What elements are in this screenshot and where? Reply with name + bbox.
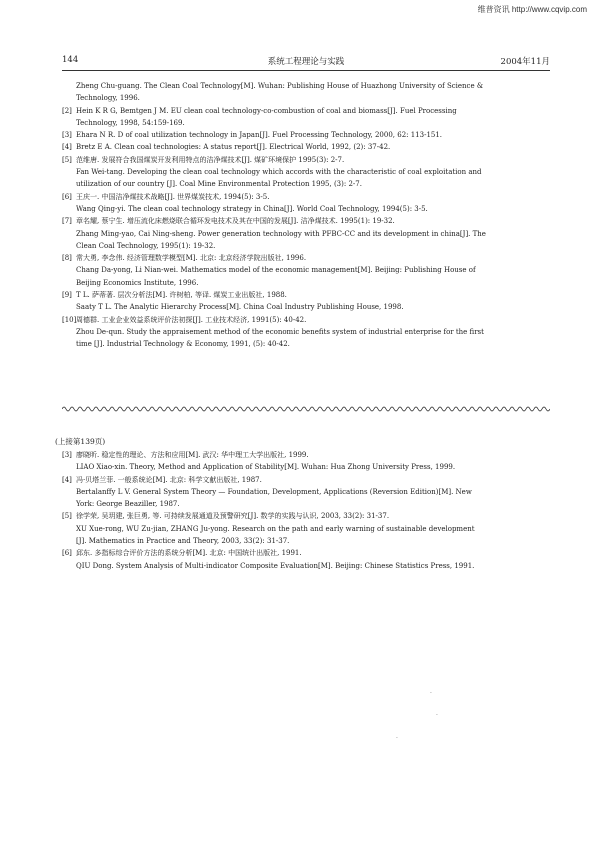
reference-line: 常大勇, 李念伟. 经济管理数学模型[M]. 北京: 北京经济学院出版社, 1996. (76, 254, 307, 263)
reference-item (62, 449, 550, 474)
page-header (62, 55, 550, 67)
reference-line: utilization of our country [J]. Coal Mine Environmental Protection 1995, (3): 2-7. (76, 180, 362, 189)
reference-line: Zhou De-qun. Study the appraisement method of the economic benefits system of industrial enterprise for the first (76, 327, 484, 336)
reference-number: [5] (62, 155, 72, 164)
reference-number: [3] (62, 131, 72, 140)
reference-line: [J]. Mathematics in Practice and Theory, 2003, 33(2): 31-37. (76, 537, 290, 546)
reference-line: Chang Da-yong, Li Nian-wei. Mathematics model of the economic management[M]. Beijing: Publishing House of (76, 266, 476, 275)
reference-number: [10] (62, 315, 77, 324)
continued-note: (上接第139页) (55, 437, 106, 446)
reference-line: Zheng Chu-guang. The Clean Coal Technology[M]. Wuhan: Publishing House of Huazhong University of Science & (76, 82, 484, 90)
reference-line: Technology, 1996. (76, 94, 140, 103)
reference-number: [2] (62, 106, 72, 115)
reference-line: 周德群. 工业企业效益系统评价法初探[J]. 工业技术经济, 1991(5): 40-42. (76, 315, 307, 324)
scan-speck: · (430, 690, 432, 697)
reference-line: 廖晓昕. 稳定性的理论、方法和应用[M]. 武汉: 华中理工大学出版社, 1999. (76, 451, 309, 459)
reference-item (62, 547, 550, 572)
reference-line: Zhang Ming-yao, Cai Ning-sheng. Power generation technology with PFBC-CC and its development in china[J]. The (76, 229, 486, 238)
reference-line: 范维唐. 发展符合我国煤炭开发利用特点的洁净煤技术[J]. 煤矿环境保护 1995(3): 2-7. (76, 155, 345, 164)
reference-line: Bertalanffy L V. General System Theory — Foundation, Development, Applications (Reversion Edition)[M]. New (76, 487, 472, 496)
section-divider (62, 404, 550, 414)
reference-item (62, 474, 550, 511)
reference-number: [4] (62, 143, 72, 152)
page-number: 144 (62, 55, 79, 65)
reference-line: Technology, 1998, 54:159-169. (76, 118, 185, 127)
reference-line: Clean Coal Technology, 1995(1): 19-32. (76, 241, 216, 250)
watermark: 维普资讯 http://www.cqvip.com (477, 5, 587, 14)
scan-speck: · (436, 712, 438, 719)
reference-line: Bretz E A. Clean coal technologies: A status report[J]. Electrical World, 1992, (2): 37-42. (76, 143, 391, 152)
reference-number: [4] (62, 475, 72, 484)
reference-item (62, 80, 550, 105)
scan-speck: · (396, 735, 398, 742)
reference-list-top (62, 80, 550, 351)
reference-line: 冯·贝塔兰菲. 一般系统论[M]. 北京: 科学文献出版社, 1987. (76, 475, 262, 484)
reference-line: Hein K R G, Bemtgen J M. EU clean coal technology-co-combustion of coal and biomass[J]. Fuel Processing (76, 106, 457, 115)
reference-line: time [J]. Industrial Technology & Economy, 1991, (5): 40-42. (76, 340, 290, 349)
reference-line: 章名耀, 蔡宁生. 增压流化床燃烧联合循环发电技术及其在中国的发展[J]. 洁净煤技术. 1995(1): 19-32. (76, 217, 395, 226)
reference-item (62, 154, 550, 191)
reference-number: [5] (62, 512, 72, 521)
reference-line: 王庆一. 中国洁净煤技术战略[J]. 世界煤炭技术, 1994(5): 3-5. (76, 192, 270, 201)
reference-line: 邱东. 多指标综合评价方法的系统分析[M]. 北京: 中国统计出版社, 1991. (76, 549, 302, 558)
reference-item (62, 215, 550, 252)
reference-item (62, 289, 550, 314)
header-rule (62, 70, 550, 71)
reference-line: Saaty T L. The Analytic Hierarchy Process[M]. China Coal Industry Publishing House, 1998. (76, 303, 404, 312)
reference-line: Wang Qing-yi. The clean coal technology strategy in China[J]. World Coal Technology, 1994(5): 3-5. (76, 204, 428, 213)
reference-line: Ehara N R. D of coal utilization technology in Japan[J]. Fuel Processing Technology, 2000, 62: 113-151. (76, 131, 443, 140)
reference-item (62, 129, 550, 141)
issue-date: 2004年11月 (500, 57, 550, 67)
reference-line: LIAO Xiao-xin. Theory, Method and Application of Stability[M]. Wuhan: Hua Zhong University Press, 1999. (76, 463, 456, 472)
journal-title: 系统工程理论与实践 (267, 57, 345, 67)
reference-number: [7] (62, 217, 72, 226)
reference-number: [9] (62, 291, 72, 300)
reference-item (62, 510, 550, 547)
reference-item (62, 141, 550, 153)
reference-list-bottom (62, 449, 550, 572)
reference-number: [3] (62, 451, 72, 459)
reference-number: [6] (62, 192, 72, 201)
reference-line: Fan Wei-tang. Developing the clean coal technology which accords with the characteristic of coal exploitation and (76, 168, 482, 177)
reference-item (62, 314, 550, 351)
reference-line: QIU Dong. System Analysis of Multi-indicator Composite Evaluation[M]. Beijing: Chinese Statistics Press, 1991. (76, 561, 475, 570)
reference-number: [8] (62, 254, 72, 263)
reference-number: [6] (62, 549, 72, 558)
reference-line: T L. 萨蒂著. 层次分析法[M]. 许树柏, 等译. 煤炭工业出版社, 1988. (76, 291, 287, 300)
reference-item (62, 191, 550, 216)
reference-item (62, 252, 550, 289)
reference-line: York: George Beaziller, 1987. (76, 500, 180, 509)
reference-item (62, 105, 550, 130)
reference-line: XU Xue-rong, WU Zu-jian, ZHANG Ju-yong. Research on the path and early warning of sustainable development (76, 524, 475, 533)
reference-line: Beijing Economics Institute, 1996. (76, 278, 199, 287)
reference-line: 徐学荣, 吴玥建, 张巨勇, 等. 可持续发展通道及预警研究[J]. 数学的实践与认识, 2003, 33(2): 31-37. (76, 512, 390, 521)
